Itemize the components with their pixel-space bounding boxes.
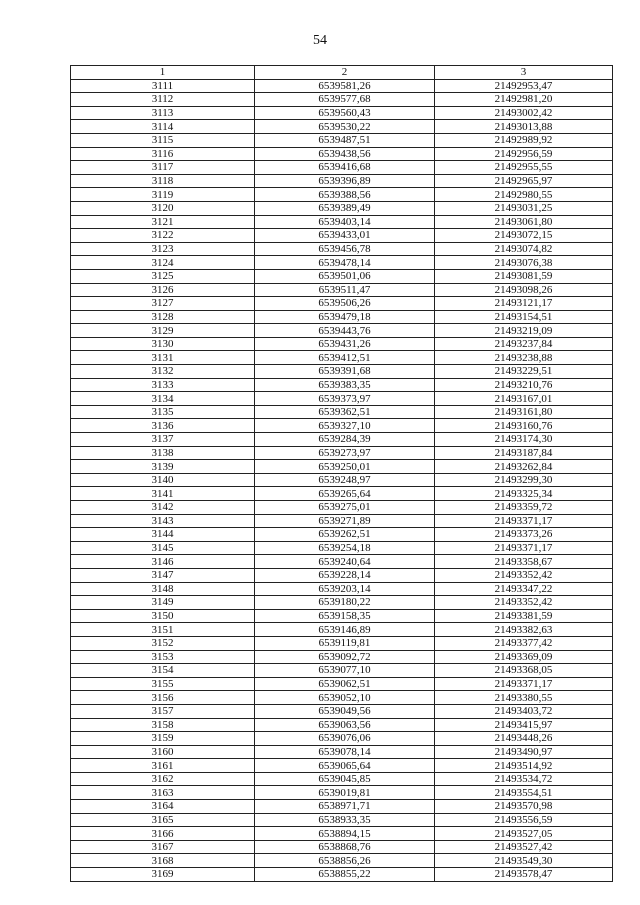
point-number-cell: 3119	[71, 188, 255, 202]
x-coordinate-cell: 6539416,68	[255, 161, 435, 175]
x-coordinate-cell: 6539396,89	[255, 174, 435, 188]
y-coordinate-cell: 21493262,84	[435, 460, 613, 474]
table-row	[71, 93, 613, 107]
table-row	[71, 446, 613, 460]
point-number-cell: 3145	[71, 541, 255, 555]
x-coordinate-cell: 6538856,26	[255, 854, 435, 868]
x-coordinate-cell: 6539403,14	[255, 215, 435, 229]
point-number-cell: 3137	[71, 433, 255, 447]
x-coordinate-cell: 6538894,15	[255, 827, 435, 841]
x-coordinate-cell: 6539327,10	[255, 419, 435, 433]
table-row	[71, 623, 613, 637]
point-number-cell: 3142	[71, 501, 255, 515]
point-number-cell: 3126	[71, 283, 255, 297]
x-coordinate-cell: 6539577,68	[255, 93, 435, 107]
point-number-cell: 3123	[71, 242, 255, 256]
x-coordinate-cell: 6539438,56	[255, 147, 435, 161]
table-body	[71, 79, 613, 881]
y-coordinate-cell: 21493187,84	[435, 446, 613, 460]
y-coordinate-cell: 21493570,98	[435, 800, 613, 814]
x-coordinate-cell: 6538855,22	[255, 868, 435, 882]
table-row	[71, 133, 613, 147]
table-row	[71, 120, 613, 134]
column-header-x: 2	[255, 66, 435, 80]
y-coordinate-cell: 21493219,09	[435, 324, 613, 338]
point-number-cell: 3143	[71, 514, 255, 528]
coordinates-table	[70, 65, 613, 882]
x-coordinate-cell: 6539487,51	[255, 133, 435, 147]
table-row	[71, 800, 613, 814]
y-coordinate-cell: 21493381,59	[435, 609, 613, 623]
x-coordinate-cell: 6539063,56	[255, 718, 435, 732]
point-number-cell: 3115	[71, 133, 255, 147]
table-row	[71, 487, 613, 501]
x-coordinate-cell: 6539250,01	[255, 460, 435, 474]
x-coordinate-cell: 6539262,51	[255, 528, 435, 542]
y-coordinate-cell: 21493352,42	[435, 596, 613, 610]
table-row	[71, 297, 613, 311]
table-row	[71, 732, 613, 746]
table-row	[71, 351, 613, 365]
point-number-cell: 3129	[71, 324, 255, 338]
table-row	[71, 215, 613, 229]
y-coordinate-cell: 21492953,47	[435, 79, 613, 93]
table-header-row	[71, 66, 613, 80]
y-coordinate-cell: 21493371,17	[435, 677, 613, 691]
table-row	[71, 772, 613, 786]
y-coordinate-cell: 21493167,01	[435, 392, 613, 406]
y-coordinate-cell: 21493210,76	[435, 378, 613, 392]
y-coordinate-cell: 21493174,30	[435, 433, 613, 447]
y-coordinate-cell: 21493377,42	[435, 636, 613, 650]
x-coordinate-cell: 6539092,72	[255, 650, 435, 664]
y-coordinate-cell: 21493359,72	[435, 501, 613, 515]
x-coordinate-cell: 6539119,81	[255, 636, 435, 650]
x-coordinate-cell: 6539180,22	[255, 596, 435, 610]
point-number-cell: 3124	[71, 256, 255, 270]
table-row	[71, 324, 613, 338]
y-coordinate-cell: 21493371,17	[435, 514, 613, 528]
x-coordinate-cell: 6539433,01	[255, 229, 435, 243]
y-coordinate-cell: 21493382,63	[435, 623, 613, 637]
x-coordinate-cell: 6539146,89	[255, 623, 435, 637]
x-coordinate-cell: 6539501,06	[255, 269, 435, 283]
x-coordinate-cell: 6539530,22	[255, 120, 435, 134]
column-header-number: 1	[71, 66, 255, 80]
table-row	[71, 337, 613, 351]
point-number-cell: 3144	[71, 528, 255, 542]
x-coordinate-cell: 6539062,51	[255, 677, 435, 691]
point-number-cell: 3133	[71, 378, 255, 392]
point-number-cell: 3111	[71, 79, 255, 93]
table-row	[71, 310, 613, 324]
y-coordinate-cell: 21493556,59	[435, 813, 613, 827]
x-coordinate-cell: 6539391,68	[255, 365, 435, 379]
x-coordinate-cell: 6539275,01	[255, 501, 435, 515]
x-coordinate-cell: 6539479,18	[255, 310, 435, 324]
point-number-cell: 3163	[71, 786, 255, 800]
y-coordinate-cell: 21493154,51	[435, 310, 613, 324]
table-row	[71, 378, 613, 392]
y-coordinate-cell: 21493238,88	[435, 351, 613, 365]
y-coordinate-cell: 21492980,55	[435, 188, 613, 202]
table-row	[71, 555, 613, 569]
y-coordinate-cell: 21493448,26	[435, 732, 613, 746]
point-number-cell: 3169	[71, 868, 255, 882]
table-row	[71, 868, 613, 882]
x-coordinate-cell: 6539203,14	[255, 582, 435, 596]
y-coordinate-cell: 21493074,82	[435, 242, 613, 256]
column-header-y: 3	[435, 66, 613, 80]
table-row	[71, 636, 613, 650]
table-row	[71, 664, 613, 678]
point-number-cell: 3154	[71, 664, 255, 678]
table-row	[71, 433, 613, 447]
point-number-cell: 3122	[71, 229, 255, 243]
point-number-cell: 3136	[71, 419, 255, 433]
point-number-cell: 3134	[71, 392, 255, 406]
point-number-cell: 3140	[71, 473, 255, 487]
x-coordinate-cell: 6538971,71	[255, 800, 435, 814]
table-row	[71, 582, 613, 596]
y-coordinate-cell: 21493352,42	[435, 568, 613, 582]
point-number-cell: 3125	[71, 269, 255, 283]
x-coordinate-cell: 6539228,14	[255, 568, 435, 582]
y-coordinate-cell: 21493081,59	[435, 269, 613, 283]
y-coordinate-cell: 21493527,42	[435, 840, 613, 854]
y-coordinate-cell: 21493002,42	[435, 106, 613, 120]
y-coordinate-cell: 21493527,05	[435, 827, 613, 841]
point-number-cell: 3162	[71, 772, 255, 786]
point-number-cell: 3130	[71, 337, 255, 351]
table-row	[71, 269, 613, 283]
y-coordinate-cell: 21493031,25	[435, 201, 613, 215]
table-row	[71, 501, 613, 515]
table-row	[71, 283, 613, 297]
x-coordinate-cell: 6539362,51	[255, 405, 435, 419]
point-number-cell: 3127	[71, 297, 255, 311]
x-coordinate-cell: 6539019,81	[255, 786, 435, 800]
point-number-cell: 3160	[71, 745, 255, 759]
y-coordinate-cell: 21493415,97	[435, 718, 613, 732]
point-number-cell: 3159	[71, 732, 255, 746]
table-row	[71, 854, 613, 868]
point-number-cell: 3141	[71, 487, 255, 501]
point-number-cell: 3164	[71, 800, 255, 814]
point-number-cell: 3149	[71, 596, 255, 610]
table-row	[71, 568, 613, 582]
point-number-cell: 3113	[71, 106, 255, 120]
point-number-cell: 3166	[71, 827, 255, 841]
y-coordinate-cell: 21493358,67	[435, 555, 613, 569]
table-row	[71, 691, 613, 705]
point-number-cell: 3132	[71, 365, 255, 379]
point-number-cell: 3120	[71, 201, 255, 215]
x-coordinate-cell: 6539065,64	[255, 759, 435, 773]
point-number-cell: 3151	[71, 623, 255, 637]
point-number-cell: 3117	[71, 161, 255, 175]
point-number-cell: 3135	[71, 405, 255, 419]
y-coordinate-cell: 21493373,26	[435, 528, 613, 542]
y-coordinate-cell: 21493325,34	[435, 487, 613, 501]
y-coordinate-cell: 21493072,15	[435, 229, 613, 243]
x-coordinate-cell: 6539456,78	[255, 242, 435, 256]
x-coordinate-cell: 6539158,35	[255, 609, 435, 623]
x-coordinate-cell: 6539511,47	[255, 283, 435, 297]
point-number-cell: 3148	[71, 582, 255, 596]
y-coordinate-cell: 21492981,20	[435, 93, 613, 107]
y-coordinate-cell: 21493369,09	[435, 650, 613, 664]
table-row	[71, 840, 613, 854]
y-coordinate-cell: 21493061,80	[435, 215, 613, 229]
x-coordinate-cell: 6539388,56	[255, 188, 435, 202]
point-number-cell: 3116	[71, 147, 255, 161]
x-coordinate-cell: 6539265,64	[255, 487, 435, 501]
table-row	[71, 609, 613, 623]
table-row	[71, 473, 613, 487]
x-coordinate-cell: 6538933,35	[255, 813, 435, 827]
y-coordinate-cell: 21492955,55	[435, 161, 613, 175]
table-row	[71, 201, 613, 215]
point-number-cell: 3156	[71, 691, 255, 705]
table-row	[71, 79, 613, 93]
y-coordinate-cell: 21493554,51	[435, 786, 613, 800]
point-number-cell: 3158	[71, 718, 255, 732]
x-coordinate-cell: 6539389,49	[255, 201, 435, 215]
table-row	[71, 528, 613, 542]
x-coordinate-cell: 6539431,26	[255, 337, 435, 351]
point-number-cell: 3152	[71, 636, 255, 650]
table-row	[71, 365, 613, 379]
x-coordinate-cell: 6539478,14	[255, 256, 435, 270]
table-row	[71, 704, 613, 718]
y-coordinate-cell: 21493160,76	[435, 419, 613, 433]
table-row	[71, 514, 613, 528]
y-coordinate-cell: 21493490,97	[435, 745, 613, 759]
point-number-cell: 3118	[71, 174, 255, 188]
x-coordinate-cell: 6539373,97	[255, 392, 435, 406]
y-coordinate-cell: 21493098,26	[435, 283, 613, 297]
table-row	[71, 460, 613, 474]
y-coordinate-cell: 21493549,30	[435, 854, 613, 868]
point-number-cell: 3161	[71, 759, 255, 773]
y-coordinate-cell: 21493229,51	[435, 365, 613, 379]
point-number-cell: 3138	[71, 446, 255, 460]
x-coordinate-cell: 6539443,76	[255, 324, 435, 338]
table-row	[71, 813, 613, 827]
y-coordinate-cell: 21493368,05	[435, 664, 613, 678]
point-number-cell: 3147	[71, 568, 255, 582]
point-number-cell: 3157	[71, 704, 255, 718]
page-number: 54	[313, 33, 327, 48]
point-number-cell: 3146	[71, 555, 255, 569]
x-coordinate-cell: 6539273,97	[255, 446, 435, 460]
point-number-cell: 3139	[71, 460, 255, 474]
table-row	[71, 677, 613, 691]
x-coordinate-cell: 6539045,85	[255, 772, 435, 786]
y-coordinate-cell: 21493371,17	[435, 541, 613, 555]
y-coordinate-cell: 21492956,59	[435, 147, 613, 161]
point-number-cell: 3150	[71, 609, 255, 623]
x-coordinate-cell: 6538868,76	[255, 840, 435, 854]
table-row	[71, 174, 613, 188]
table-row	[71, 392, 613, 406]
table-row	[71, 786, 613, 800]
x-coordinate-cell: 6539506,26	[255, 297, 435, 311]
table-row	[71, 147, 613, 161]
table-row	[71, 759, 613, 773]
y-coordinate-cell: 21492965,97	[435, 174, 613, 188]
table-row	[71, 242, 613, 256]
y-coordinate-cell: 21493121,17	[435, 297, 613, 311]
point-number-cell: 3168	[71, 854, 255, 868]
table-row	[71, 405, 613, 419]
table-row	[71, 745, 613, 759]
point-number-cell: 3128	[71, 310, 255, 324]
x-coordinate-cell: 6539254,18	[255, 541, 435, 555]
table-row	[71, 827, 613, 841]
x-coordinate-cell: 6539383,35	[255, 378, 435, 392]
x-coordinate-cell: 6539049,56	[255, 704, 435, 718]
x-coordinate-cell: 6539240,64	[255, 555, 435, 569]
x-coordinate-cell: 6539052,10	[255, 691, 435, 705]
y-coordinate-cell: 21493013,88	[435, 120, 613, 134]
y-coordinate-cell: 21493380,55	[435, 691, 613, 705]
y-coordinate-cell: 21493161,80	[435, 405, 613, 419]
y-coordinate-cell: 21493076,38	[435, 256, 613, 270]
point-number-cell: 3114	[71, 120, 255, 134]
point-number-cell: 3112	[71, 93, 255, 107]
point-number-cell: 3153	[71, 650, 255, 664]
x-coordinate-cell: 6539560,43	[255, 106, 435, 120]
y-coordinate-cell: 21493534,72	[435, 772, 613, 786]
y-coordinate-cell: 21493403,72	[435, 704, 613, 718]
y-coordinate-cell: 21493578,47	[435, 868, 613, 882]
x-coordinate-cell: 6539076,06	[255, 732, 435, 746]
table-row	[71, 718, 613, 732]
point-number-cell: 3131	[71, 351, 255, 365]
table-row	[71, 650, 613, 664]
y-coordinate-cell: 21493347,22	[435, 582, 613, 596]
y-coordinate-cell: 21493237,84	[435, 337, 613, 351]
table-row	[71, 161, 613, 175]
x-coordinate-cell: 6539271,89	[255, 514, 435, 528]
x-coordinate-cell: 6539077,10	[255, 664, 435, 678]
x-coordinate-cell: 6539078,14	[255, 745, 435, 759]
x-coordinate-cell: 6539581,26	[255, 79, 435, 93]
table-row	[71, 106, 613, 120]
table-row	[71, 256, 613, 270]
point-number-cell: 3165	[71, 813, 255, 827]
point-number-cell: 3167	[71, 840, 255, 854]
x-coordinate-cell: 6539284,39	[255, 433, 435, 447]
table-row	[71, 541, 613, 555]
table-row	[71, 419, 613, 433]
y-coordinate-cell: 21493299,30	[435, 473, 613, 487]
x-coordinate-cell: 6539412,51	[255, 351, 435, 365]
table-row	[71, 229, 613, 243]
table-row	[71, 596, 613, 610]
x-coordinate-cell: 6539248,97	[255, 473, 435, 487]
point-number-cell: 3121	[71, 215, 255, 229]
y-coordinate-cell: 21492989,92	[435, 133, 613, 147]
table-row	[71, 188, 613, 202]
y-coordinate-cell: 21493514,92	[435, 759, 613, 773]
point-number-cell: 3155	[71, 677, 255, 691]
